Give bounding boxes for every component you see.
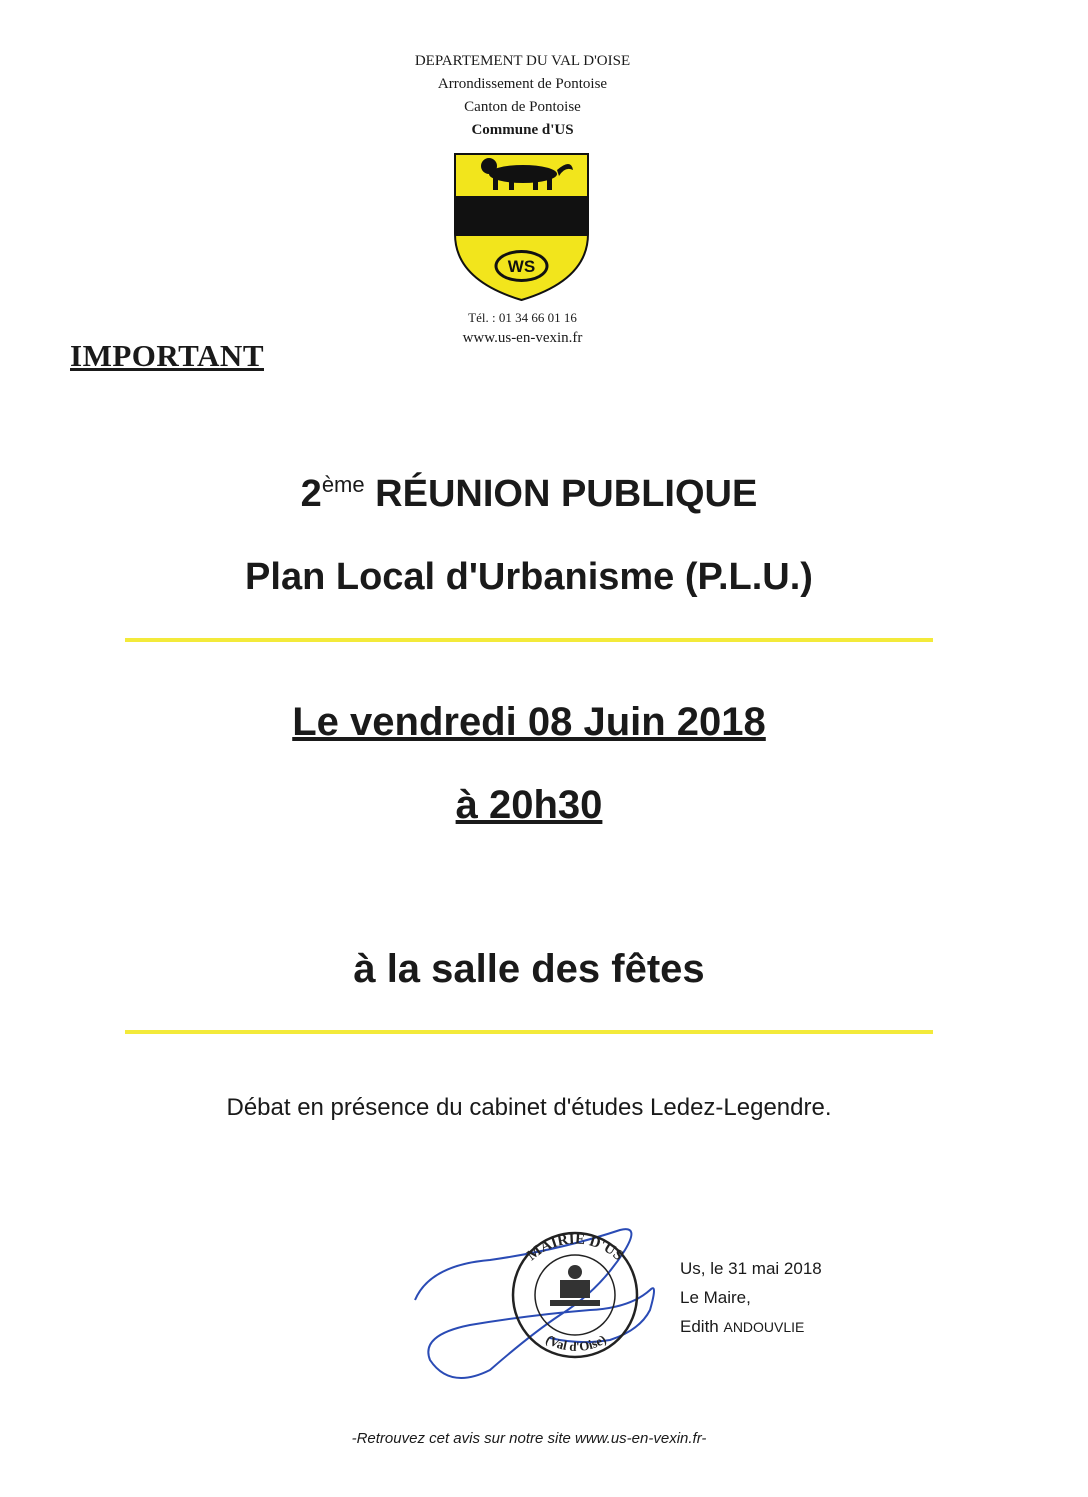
- important-label: IMPORTANT: [70, 338, 264, 373]
- signature-block: [680, 1254, 822, 1342]
- canton-line: Canton de Pontoise: [464, 99, 581, 115]
- signature-role: Le Maire,: [680, 1288, 751, 1307]
- svg-text:(Val d'Oise): (Val d'Oise): [543, 1331, 609, 1355]
- yellow-divider: [125, 1030, 933, 1034]
- signature-name: [680, 1312, 822, 1342]
- yellow-divider: [125, 638, 933, 642]
- ordinal-suffix: ème: [321, 472, 365, 497]
- letterhead: [0, 50, 1045, 142]
- commune-line: Commune d'US: [471, 122, 574, 138]
- meeting-place: à la salle des fêtes: [353, 947, 705, 991]
- coat-of-arms-icon: [453, 152, 590, 302]
- meeting-title-text: RÉUNION PUBLIQUE: [375, 473, 758, 515]
- mayor-stamp-signature: [410, 1220, 670, 1390]
- meeting-date: Le vendredi 08 Juin 2018: [292, 700, 766, 744]
- svg-text:MAIRIE D'US: MAIRIE D'US: [524, 1231, 627, 1265]
- phone-text: Tél. : 01 34 66 01 16: [468, 310, 577, 325]
- arrondissement-line: Arrondissement de Pontoise: [437, 76, 608, 92]
- subject-title: Plan Local d'Urbanisme (P.L.U.): [245, 556, 813, 598]
- signature-last-name: ANDOUVLIE: [723, 1319, 805, 1335]
- debate-text: Débat en présence du cabinet d'études Ledez-Legendre.: [226, 1094, 832, 1121]
- seal-emblem-icon: [550, 1265, 600, 1306]
- website-text: www.us-en-vexin.fr: [462, 330, 583, 346]
- footer-note: -Retrouvez cet avis sur notre site www.us-en-vexin.fr-: [351, 1430, 707, 1447]
- signature-place-date: Us, le 31 mai 2018: [680, 1259, 822, 1278]
- department-line: DEPARTEMENT DU VAL D'OISE: [414, 53, 631, 69]
- svg-text:WS: WS: [507, 257, 536, 276]
- signature-first-name: Edith: [680, 1317, 719, 1336]
- ordinal-number: 2: [300, 473, 322, 515]
- meeting-time: à 20h30: [455, 783, 603, 827]
- meeting-title: [0, 472, 1058, 516]
